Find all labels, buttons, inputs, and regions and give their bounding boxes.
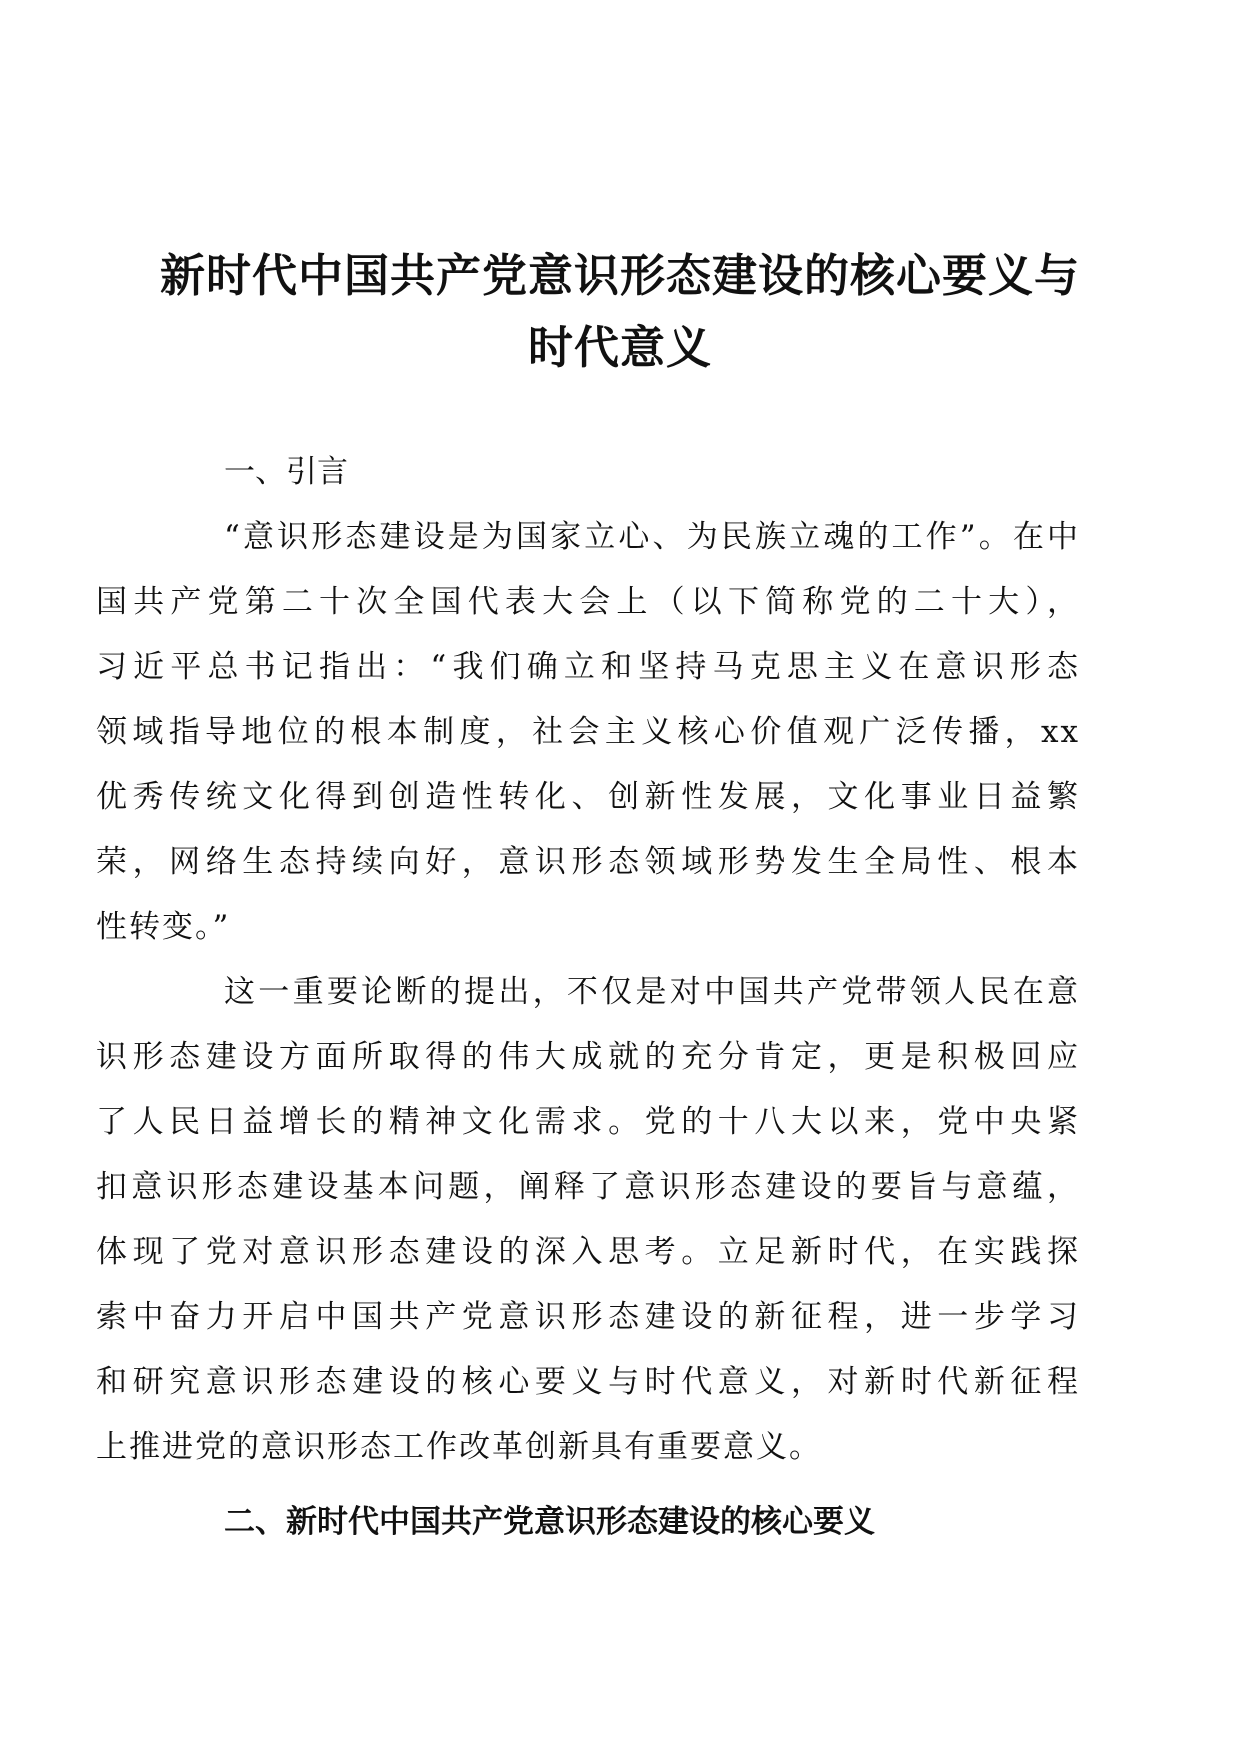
document-body <box>96 440 1080 1555</box>
paragraph-line: 体现了党对意识形态建设的深入思考。立足新时代，在实践探 <box>96 1234 1080 1270</box>
paragraph-line: 荣，网络生态持续向好，意识形态领域形势发生全局性、根本 <box>96 844 1080 880</box>
paragraph-line: 了人民日益增长的精神文化需求。党的十八大以来，党中央紧 <box>96 1104 1080 1140</box>
title-line-2: 时代意义 <box>527 321 712 375</box>
paragraph-line: 这一重要论断的提出，不仅是对中国共产党带领人民在意 <box>224 974 1080 1010</box>
paragraph-line: 上推进党的意识形态工作改革创新具有重要意义。 <box>96 1429 822 1465</box>
paragraph-1 <box>96 505 1080 960</box>
paragraph-line: 国共产党第二十次全国代表大会上（以下简称党的二十大）， <box>96 584 1080 620</box>
paragraph-line: 习近平总书记指出：“我们确立和坚持马克思主义在意识形态 <box>96 649 1080 685</box>
paragraph-line: 和研究意识形态建设的核心要义与时代意义，对新时代新征程 <box>96 1364 1080 1400</box>
paragraph-2 <box>96 960 1080 1480</box>
title-line-1: 新时代中国共产党意识形态建设的核心要义与 <box>159 249 1080 303</box>
paragraph-line: 领域指导地位的根本制度，社会主义核心价值观广泛传播，xx <box>96 714 1080 750</box>
paragraph-line: 性转变。” <box>96 909 231 945</box>
section-heading-introduction: 一、引言 <box>224 454 348 490</box>
paragraph-line: 扣意识形态建设基本问题，阐释了意识形态建设的要旨与意蕴， <box>96 1169 1080 1205</box>
paragraph-line: 识形态建设方面所取得的伟大成就的充分肯定，更是积极回应 <box>96 1039 1080 1075</box>
paragraph-line: 索中奋力开启中国共产党意识形态建设的新征程，进一步学习 <box>96 1299 1080 1335</box>
document-title <box>140 240 1100 384</box>
section-heading-core-essentials: 二、新时代中国共产党意识形态建设的核心要义 <box>224 1504 875 1540</box>
paragraph-line: “意识形态建设是为国家立心、为民族立魂的工作”。在中 <box>224 519 1080 555</box>
paragraph-line: 优秀传统文化得到创造性转化、创新性发展，文化事业日益繁 <box>96 779 1080 815</box>
